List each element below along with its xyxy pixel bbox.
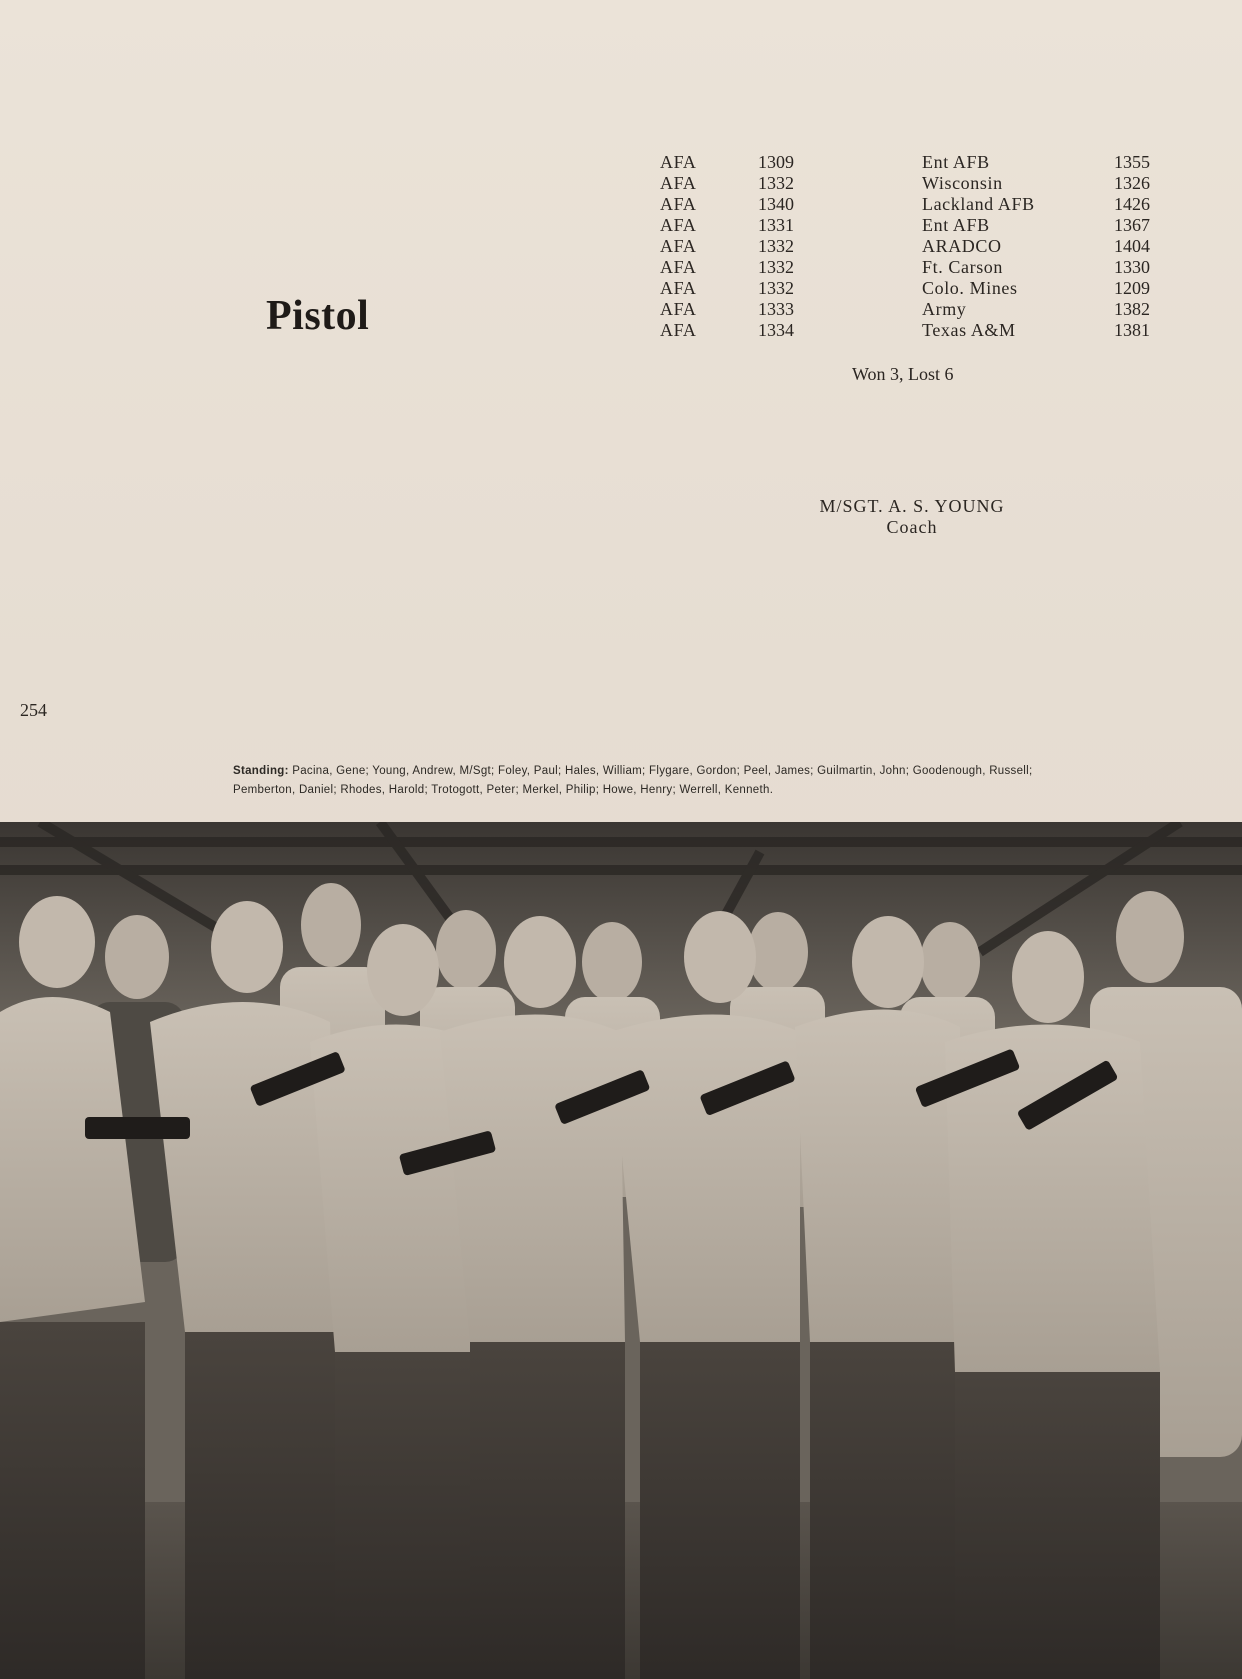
team-score: 1333 [758,299,794,319]
opponent-name: Texas A&M [922,320,1016,340]
opponent-name: Ent AFB [922,215,990,235]
team-name: AFA [660,320,697,340]
afa-score-row [660,257,800,278]
team-name: AFA [660,299,697,319]
team-name: AFA [660,215,697,235]
team-name: AFA [660,173,697,193]
opponent-score: 1355 [1114,152,1150,172]
opponent-score: 1404 [1114,236,1150,256]
afa-score-row [660,173,800,194]
opponent-name: Ent AFB [922,152,990,172]
team-score: 1332 [758,257,794,277]
team-score: 1331 [758,215,794,235]
team-photo [0,822,1242,1679]
team-score: 1332 [758,173,794,193]
opponent-score-row [922,194,1156,215]
team-name: AFA [660,236,697,256]
team-score: 1332 [758,236,794,256]
afa-score-row [660,152,800,173]
team-name: AFA [660,194,697,214]
opponent-score: 1209 [1114,278,1150,298]
afa-score-row [660,320,800,341]
afa-score-row [660,215,800,236]
team-score: 1334 [758,320,794,340]
opponent-score-row [922,173,1156,194]
opponent-score: 1367 [1114,215,1150,235]
photo-caption [233,762,1033,800]
afa-score-row [660,194,800,215]
opponent-score-row [922,257,1156,278]
opponent-name: Colo. Mines [922,278,1018,298]
coach-role: Coach [886,517,938,537]
afa-score-row [660,236,800,257]
opponent-score-row [922,152,1156,173]
coach-credit [812,496,1012,538]
afa-score-row [660,299,800,320]
team-score: 1340 [758,194,794,214]
afa-scores-column [660,152,800,341]
opponent-score-row [922,236,1156,257]
season-record: Won 3, Lost 6 [852,364,954,384]
caption-text: Pacina, Gene; Young, Andrew, M/Sgt; Foley, Paul; Hales, William; Flygare, Gordon; Peel, James; Guilmartin, John; Goodenough, Russell; Pemberton, Daniel; Rhodes, Harold; Trotogott, Peter; Merkel, Philip; Howe, Henry; Werrell, Kenneth. [233,765,1033,796]
opponent-name: ARADCO [922,236,1002,256]
opponent-score-row [922,278,1156,299]
opponent-score: 1326 [1114,173,1150,193]
opponent-score-row [922,299,1156,320]
team-name: AFA [660,278,697,298]
opponent-score-row [922,320,1156,341]
team-score: 1309 [758,152,794,172]
opponent-name: Ft. Carson [922,257,1004,277]
opponent-scores-column [922,152,1156,341]
opponent-name: Army [922,299,967,319]
opponent-score: 1381 [1114,320,1150,340]
coach-name: M/SGT. A. S. YOUNG [819,496,1005,516]
page-number: 254 [20,700,47,720]
opponent-score: 1382 [1114,299,1150,319]
team-score: 1332 [758,278,794,298]
opponent-score: 1330 [1114,257,1150,277]
opponent-score: 1426 [1114,194,1150,214]
team-photo-illustration [0,822,1242,1679]
caption-lead: Standing: [233,765,289,777]
page-title: Pistol [266,293,370,339]
team-name: AFA [660,257,697,277]
afa-score-row [660,278,800,299]
team-name: AFA [660,152,697,172]
opponent-score-row [922,215,1156,236]
opponent-name: Wisconsin [922,173,1003,193]
opponent-name: Lackland AFB [922,194,1035,214]
